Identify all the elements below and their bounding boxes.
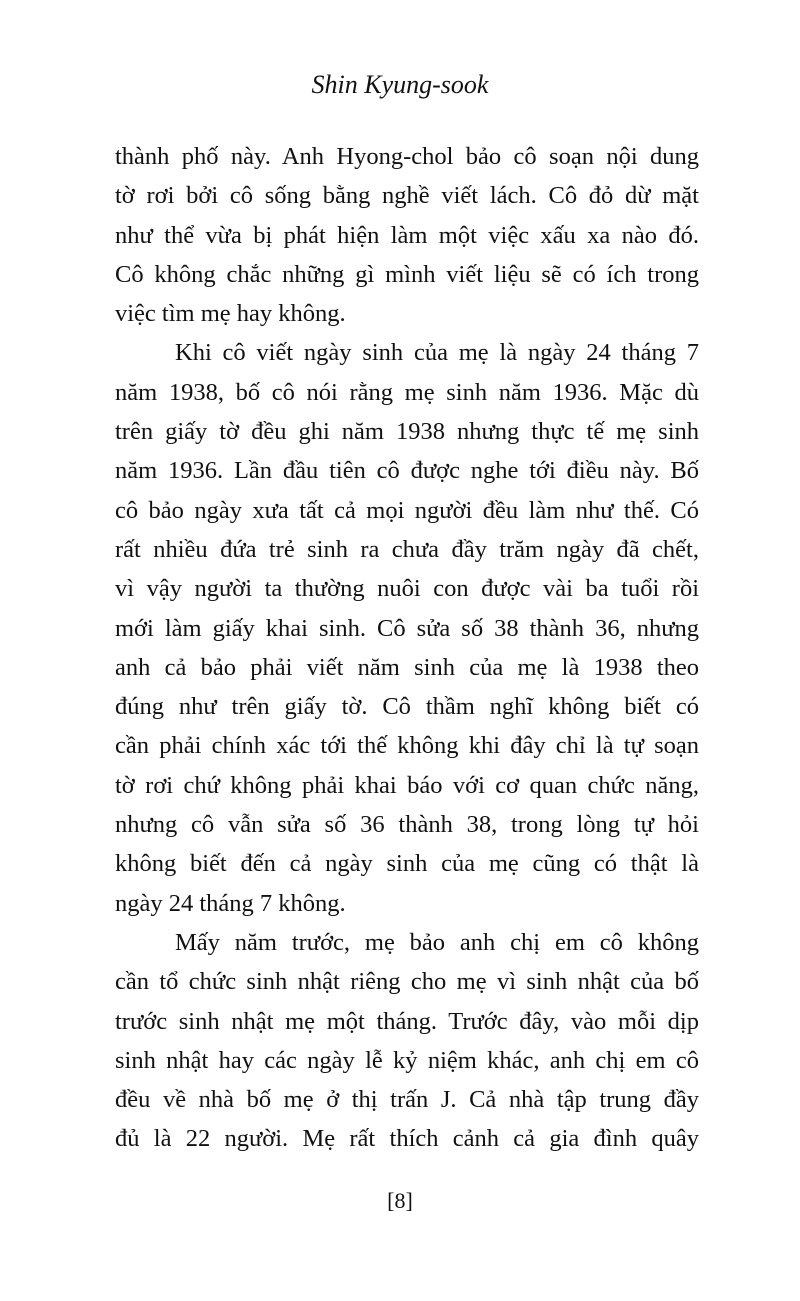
paragraph (115, 923, 699, 1159)
paragraph (115, 333, 699, 922)
text-line: cần phải chính xác tới thế không khi đây chỉ là tự soạn (115, 732, 699, 760)
text-line: đủ là 22 người. Mẹ rất thích cảnh cả gia đình quây (115, 1125, 699, 1153)
text-line: ngày 24 tháng 7 không. (115, 889, 346, 917)
text-line: trước sinh nhật mẹ một tháng. Trước đây, vào mỗi dịp (115, 1007, 699, 1035)
text-line: mới làm giấy khai sinh. Cô sửa số 38 thành 36, nhưng (115, 614, 699, 642)
text-line: thành phố này. Anh Hyong-chol bảo cô soạn nội dung (115, 143, 699, 170)
text-line: không biết đến cả ngày sinh của mẹ cũng có thật là (115, 850, 699, 878)
text-line: Khi cô viết ngày sinh của mẹ là ngày 24 tháng 7 (175, 339, 699, 367)
text-line: đúng như trên giấy tờ. Cô thầm nghĩ không biết có (115, 693, 699, 721)
body-text (115, 137, 699, 1159)
text-line: cô bảo ngày xưa tất cả mọi người đều làm như thế. Có (115, 496, 699, 524)
text-line: tờ rơi chứ không phải khai báo với cơ quan chức năng, (115, 771, 699, 799)
text-line: anh cả bảo phải viết năm sinh của mẹ là 1938 theo (115, 653, 699, 681)
paragraph (115, 137, 699, 333)
text-line: cần tổ chức sinh nhật riêng cho mẹ vì sinh nhật của bố (115, 968, 699, 996)
page-number: [8] (387, 1188, 413, 1213)
text-line: năm 1936. Lần đầu tiên cô được nghe tới điều này. Bố (115, 457, 699, 485)
text-line: như thể vừa bị phát hiện làm một việc xấu xa nào đó. (115, 221, 699, 249)
text-line: trên giấy tờ đều ghi năm 1938 nhưng thực tế mẹ sinh (115, 418, 699, 446)
text-line: đều về nhà bố mẹ ở thị trấn J. Cả nhà tập trung đầy (115, 1086, 699, 1114)
text-line: Mấy năm trước, mẹ bảo anh chị em cô không (175, 928, 699, 956)
text-line: nhưng cô vẫn sửa số 36 thành 38, trong lòng tự hỏi (115, 811, 699, 839)
text-line: Cô không chắc những gì mình viết liệu sẽ có ích trong (115, 260, 699, 288)
text-line: vì vậy người ta thường nuôi con được vài ba tuổi rồi (115, 575, 699, 603)
text-line: năm 1938, bố cô nói rằng mẹ sinh năm 1936. Mặc dù (115, 378, 699, 406)
text-line: việc tìm mẹ hay không. (115, 300, 346, 328)
running-header-author: Shin Kyung-sook (311, 70, 489, 99)
text-line: tờ rơi bởi cô sống bằng nghề viết lách. Cô đỏ dừ mặt (115, 182, 699, 210)
text-line: rất nhiều đứa trẻ sinh ra chưa đầy trăm ngày đã chết, (115, 535, 699, 563)
text-line: sinh nhật hay các ngày lễ kỷ niệm khác, anh chị em cô (115, 1046, 699, 1074)
